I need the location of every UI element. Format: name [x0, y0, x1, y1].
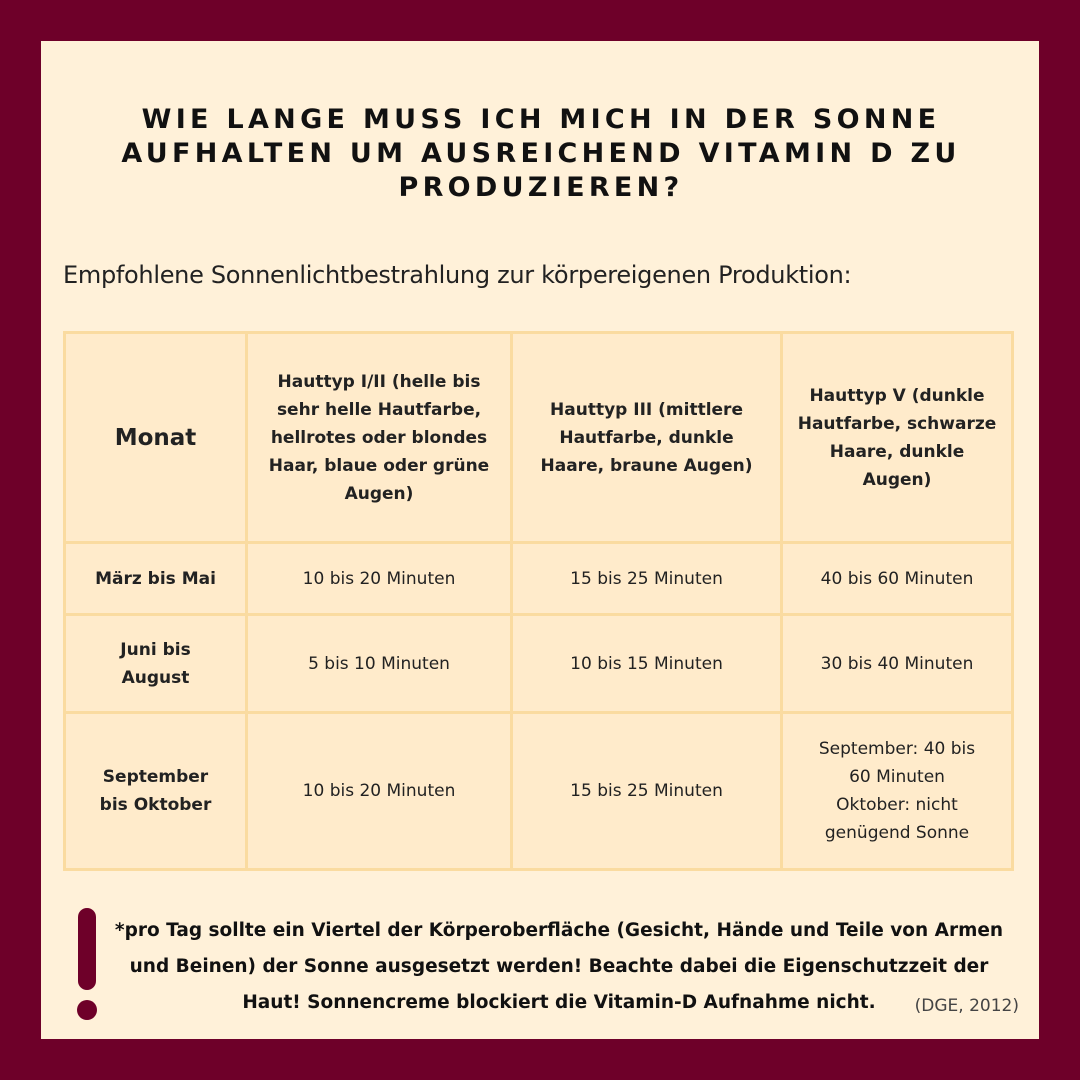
sun-exposure-table — [63, 331, 1014, 871]
table-caption: Empfohlene Sonnenlichtbestrahlung zur körpereigenen Produktion: — [63, 261, 852, 289]
exclamation-dot — [77, 1000, 97, 1020]
month-cell: September bis Oktober — [65, 713, 247, 870]
duration-cell: 10 bis 15 Minuten — [512, 615, 782, 713]
page-title: WIE LANGE MUSS ICH MICH IN DER SONNE AUFHALTEN UM AUSREICHEND VITAMIN D ZU PRODUZIEREN? — [121, 104, 961, 203]
header-cell-skin-type-3: Hauttyp III (mittlere Hautfarbe, dunkle Haare, braune Augen) — [512, 333, 782, 543]
duration-cell: 10 bis 20 Minuten — [247, 543, 512, 615]
duration-cell: 10 bis 20 Minuten — [247, 713, 512, 870]
month-cell: März bis Mai — [65, 543, 247, 615]
table-row — [65, 543, 1013, 615]
table-row — [65, 713, 1013, 870]
month-cell: Juni bis August — [65, 615, 247, 713]
footnote-text: *pro Tag sollte ein Viertel der Körperoberfläche (Gesicht, Hände und Teile von Armen und Beinen) der Sonne ausgesetzt werden! Beachte dabei die Eigenschutzzeit der Haut! Sonnencreme blockiert die Vitamin-D Aufnahme nicht. — [114, 920, 1004, 1013]
header-cell-month: Monat — [65, 333, 247, 543]
table-header-row — [65, 333, 1013, 543]
duration-cell: 15 bis 25 Minuten — [512, 543, 782, 615]
header-cell-skin-type-5: Hauttyp V (dunkle Hautfarbe, schwarze Haare, dunkle Augen) — [782, 333, 1013, 543]
duration-cell: 5 bis 10 Minuten — [247, 615, 512, 713]
table-row — [65, 615, 1013, 713]
info-card — [41, 41, 1039, 1039]
duration-cell: 30 bis 40 Minuten — [782, 615, 1013, 713]
exclamation-bar — [78, 908, 96, 990]
header-cell-skin-type-1-2: Hauttyp I/II (helle bis sehr helle Hautfarbe, hellrotes oder blondes Haar, blaue oder grüne Augen) — [247, 333, 512, 543]
duration-cell: 15 bis 25 Minuten — [512, 713, 782, 870]
source-citation: (DGE, 2012) — [914, 996, 1019, 1016]
duration-cell: 40 bis 60 Minuten — [782, 543, 1013, 615]
duration-cell: September: 40 bis 60 Minuten Oktober: nicht genügend Sonne — [782, 713, 1013, 870]
